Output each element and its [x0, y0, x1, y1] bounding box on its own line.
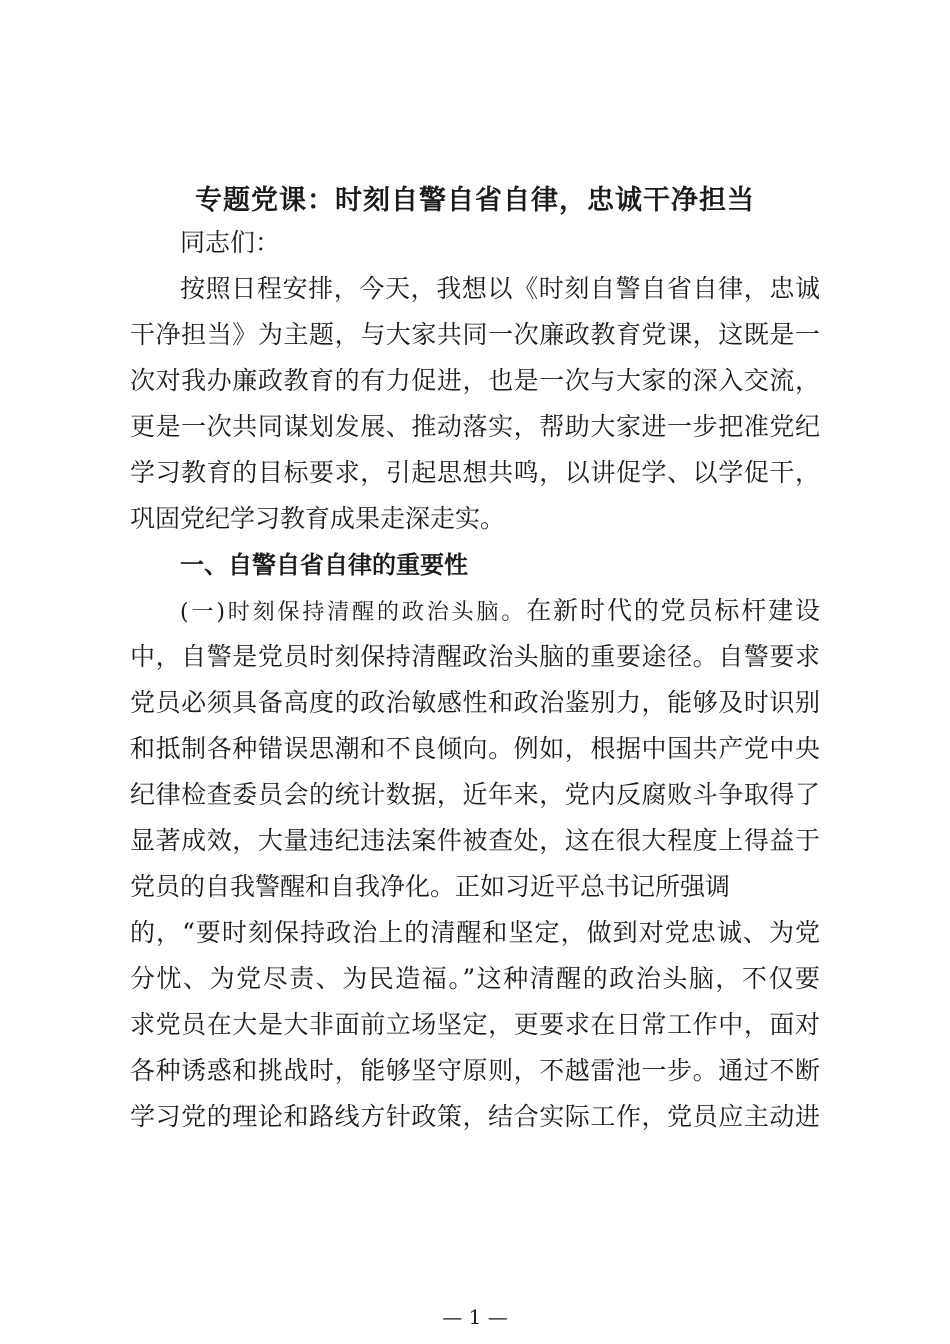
intro-line: 更是一次共同谋划发展、推动落实，帮助大家进一步把准党纪 — [130, 412, 820, 441]
section-heading: 一、自警自省自律的重要性 — [180, 551, 468, 579]
subsection-line: 的，“要时刻保持政治上的清醒和坚定，做到对党忠诚、为党 — [130, 918, 820, 947]
page-number: — 1 — — [442, 1305, 508, 1329]
intro-line: 巩固党纪学习教育成果走深走实。 — [130, 504, 506, 533]
intro-line: 干净担当》为主题，与大家共同一次廉政教育党课，这既是一 — [130, 320, 820, 349]
subsection-line: 党员必须具备高度的政治敏感性和政治鉴别力，能够及时识别 — [130, 688, 820, 717]
subsection-line: 和抵制各种错误思潮和不良倾向。例如，根据中国共产党中央 — [130, 734, 820, 763]
greeting: 同志们： — [180, 228, 281, 257]
subsection-line: 分忧、为党尽责、为民造福。”这种清醒的政治头脑，不仅要 — [130, 964, 820, 993]
subsection-lead: (一)时刻保持清醒的政治头脑。 — [180, 600, 527, 625]
subsection-first-line-rest: 在新时代的党员标杆建设 — [526, 596, 820, 625]
subsection-line: 纪律检查委员会的统计数据，近年来，党内反腐败斗争取得了 — [130, 780, 820, 809]
intro-line: 学习教育的目标要求，引起思想共鸣，以讲促学、以学促干， — [130, 458, 820, 487]
intro-line: 按照日程安排，今天，我想以《时刻自警自省自律，忠诚 — [180, 274, 820, 303]
document-body — [130, 220, 820, 1140]
subsection-line: 各种诱惑和挑战时，能够坚守原则，不越雷池一步。通过不断 — [130, 1056, 820, 1085]
subsection-line: 显著成效，大量违纪违法案件被查处，这在很大程度上得益于 — [130, 826, 820, 855]
subsection-line: 学习党的理论和路线方针政策，结合实际工作，党员应主动进 — [130, 1102, 820, 1131]
subsection-first-line — [130, 588, 820, 634]
document-title: 专题党课：时刻自警自省自律，忠诚干净担当 — [195, 185, 755, 216]
subsection-line: 求党员在大是大非面前立场坚定，更要求在日常工作中，面对 — [130, 1010, 820, 1039]
intro-line: 次对我办廉政教育的有力促进，也是一次与大家的深入交流， — [130, 366, 820, 395]
subsection-line: 党员的自我警醒和自我净化。正如习近平总书记所强调 — [130, 872, 731, 901]
subsection-line: 中，自警是党员时刻保持清醒政治头脑的重要途径。自警要求 — [130, 642, 820, 671]
